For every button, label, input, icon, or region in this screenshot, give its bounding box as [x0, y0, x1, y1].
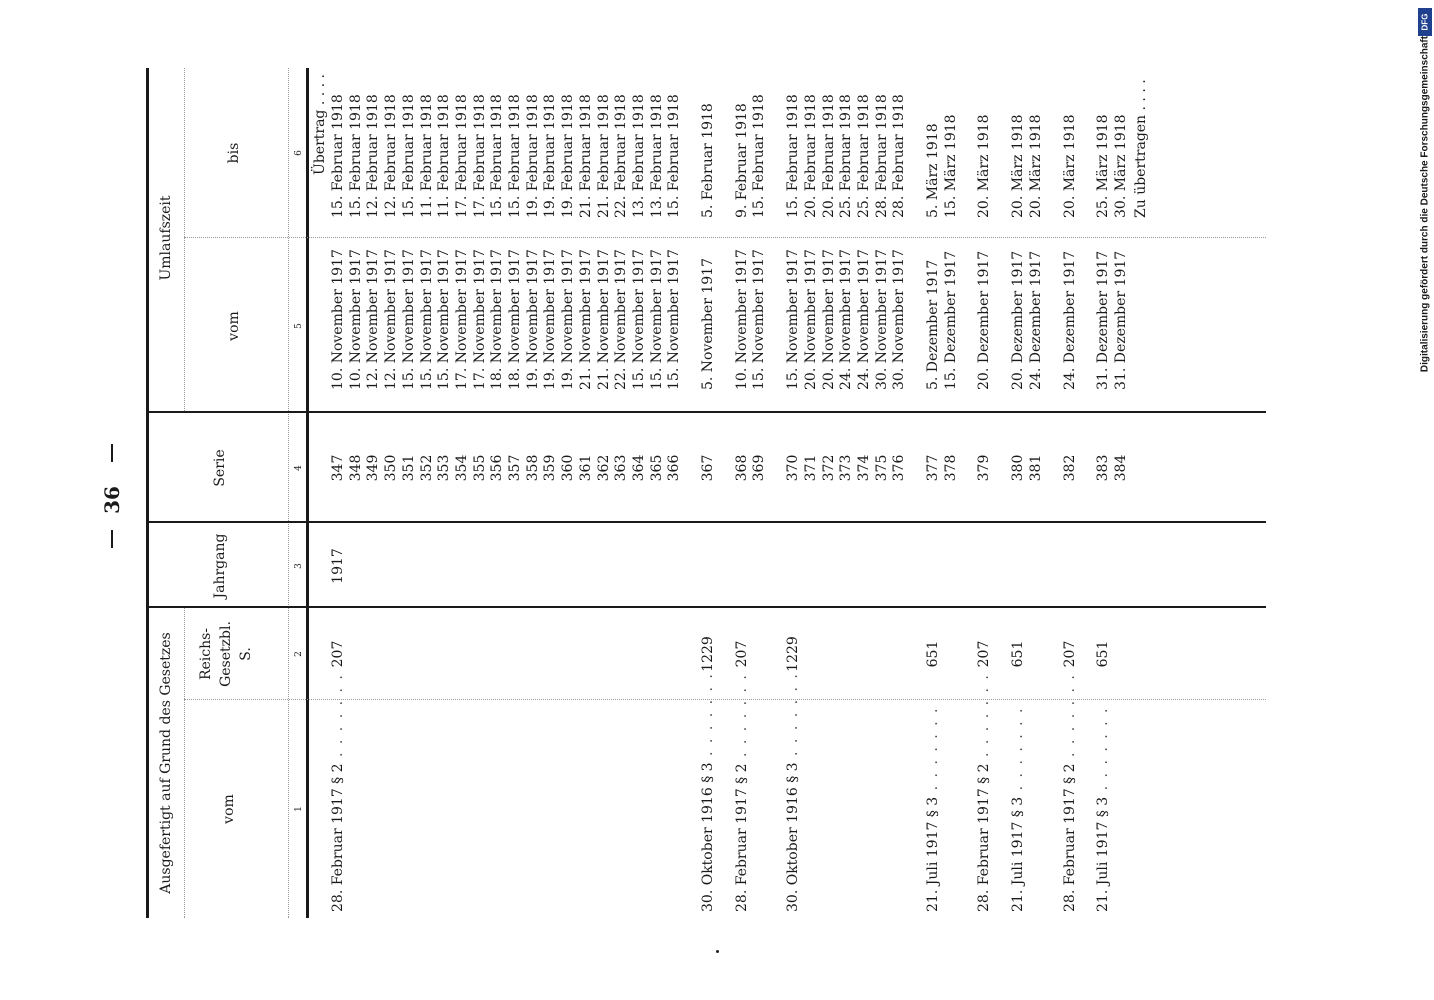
serie-number: 379 — [976, 454, 993, 482]
rgbl-page: 207 — [330, 640, 346, 668]
umlauf-vom-date: 15. November 1917 — [751, 249, 768, 390]
law-date: 28. Februar 1917 § 2 . . . . . . . — [1061, 673, 1078, 912]
page-number-dash-top — [111, 444, 113, 462]
rgbl-page: 651 — [1095, 640, 1112, 668]
umlauf-vom-date: 30. November 1917 — [873, 249, 890, 390]
column-number: 6 — [294, 150, 304, 156]
umlauf-bis-date: 20. März 1918 — [1027, 114, 1044, 218]
column-number: 4 — [294, 465, 304, 471]
circulation-table — [146, 68, 1266, 918]
umlauf-vom-date: 15. November 1917 — [666, 249, 683, 390]
umlauf-vom-date: 20. Dezember 1917 — [1010, 250, 1027, 390]
umlauf-vom-date: 24. Dezember 1917 — [1027, 250, 1044, 390]
umlauf-bis-date: 20. März 1918 — [1010, 114, 1027, 218]
umlauf-vom-date: 24. November 1917 — [838, 249, 855, 390]
umlauf-vom-date: 21. November 1917 — [595, 249, 612, 390]
header-bis: bis — [226, 142, 242, 164]
umlauf-bis-date: 30. März 1918 — [1112, 114, 1129, 218]
umlauf-bis-date: 9. Februar 1918 — [733, 103, 750, 218]
header-vom-umlauf: vom — [226, 311, 242, 341]
umlauf-bis-date: 15. Februar 1918 — [507, 94, 523, 218]
page-number: 36 — [100, 486, 124, 514]
column-number-rule — [288, 68, 289, 918]
serie-number: 383 — [1095, 454, 1112, 482]
umlauf-bis-date: 5. März 1918 — [925, 123, 941, 218]
serie-number: 381 — [1027, 454, 1044, 482]
column-number: 5 — [294, 323, 304, 329]
law-date: 21. Juli 1917 § 3 . . . . . . . — [1010, 706, 1027, 912]
umlauf-bis-date: 22. Februar 1918 — [613, 94, 630, 218]
umlauf-bis-date: 21. Februar 1918 — [595, 94, 612, 218]
umlauf-bis-date: 28. Februar 1918 — [873, 94, 890, 218]
umlauf-bis-date: 15. Februar 1918 — [666, 94, 683, 218]
umlauf-vom-date: 15. Dezember 1917 — [942, 250, 959, 390]
umlauf-bis-date: 15. Februar 1918 — [785, 94, 802, 218]
serie-number: 358 — [524, 454, 541, 482]
serie-number: 377 — [925, 454, 941, 482]
umlauf-bis-date: 25. März 1918 — [1095, 114, 1112, 218]
serie-number: 359 — [542, 454, 559, 482]
serie-number: 374 — [855, 454, 872, 482]
umlauf-vom-date: 12. November 1917 — [383, 249, 400, 390]
umlauf-bis-date: 20. Februar 1918 — [820, 94, 837, 218]
serie-number: 348 — [347, 454, 364, 482]
serie-number: 347 — [330, 454, 346, 482]
umlauf-bis-date: 15. Februar 1918 — [751, 94, 768, 218]
column-number: 3 — [294, 563, 304, 569]
serie-number: 375 — [873, 454, 890, 482]
serie-number: 365 — [648, 454, 665, 482]
serie-number: 357 — [507, 454, 523, 482]
umlauf-vom-date: 30. November 1917 — [891, 249, 908, 390]
law-date: 21. Juli 1917 § 3 . . . . . . . — [1095, 706, 1112, 912]
serie-number: 353 — [436, 454, 453, 482]
umlauf-vom-date: 17. November 1917 — [471, 249, 488, 390]
umlauf-vom-date: 21. November 1917 — [577, 249, 594, 390]
law-date: 30. Oktober 1916 § 3 . . . . . . . — [785, 672, 802, 912]
law-date: 28. Februar 1917 § 2 . . . . . . . — [733, 673, 750, 912]
funder-note-text: Digitalisierung gefördert durch die Deutsche Forschungsgemeinschaft — [1419, 35, 1431, 373]
dfg-badge — [1416, 8, 1434, 38]
umlauf-vom-date: 10. November 1917 — [733, 249, 750, 390]
umlauf-bis-date: 12. Februar 1918 — [365, 94, 382, 218]
header-reichs-1: Reichs- — [198, 627, 214, 681]
umlauf-vom-date: 15. November 1917 — [418, 249, 435, 390]
funder-note — [1416, 8, 1434, 400]
serie-number: 349 — [365, 454, 382, 482]
serie-number: 361 — [577, 454, 594, 482]
umlauf-vom-date: 31. Dezember 1917 — [1112, 250, 1129, 390]
umlauf-bis-date: 15. Februar 1918 — [400, 94, 417, 218]
serie-number: 384 — [1112, 454, 1129, 482]
umlauf-bis-date: 25. Februar 1918 — [855, 94, 872, 218]
serie-number: 366 — [666, 454, 683, 482]
header-reichs-3: S. — [238, 647, 254, 661]
header-group-left: Ausgefertigt auf Grund des Gesetzes — [158, 632, 174, 894]
umlauf-vom-date: 22. November 1917 — [613, 249, 630, 390]
law-date: 28. Februar 1917 § 2 . . . . . . . — [330, 673, 346, 912]
jahrgang-value: 1917 — [330, 548, 346, 584]
serie-number: 378 — [942, 454, 959, 482]
law-date: 28. Februar 1917 § 2 . . . . . . . — [976, 673, 993, 912]
umlauf-vom-date: 19. November 1917 — [560, 249, 577, 390]
umlauf-bis-date: 17. Februar 1918 — [453, 94, 470, 218]
serie-number: 376 — [891, 454, 908, 482]
serie-number: 370 — [785, 454, 802, 482]
umlauf-vom-date: 17. November 1917 — [453, 249, 470, 390]
umlauf-bis-date: 5. Februar 1918 — [700, 103, 716, 218]
column-number: 1 — [294, 806, 304, 812]
law-date: 21. Juli 1917 § 3 . . . . . . . — [925, 706, 941, 912]
umlauf-vom-date: 5. November 1917 — [700, 258, 716, 390]
uebertrag-label: Übertrag . . . . — [312, 74, 328, 175]
umlauf-vom-date: 12. November 1917 — [365, 249, 382, 390]
umlauf-bis-date: 28. Februar 1918 — [891, 94, 908, 218]
serie-number: 373 — [838, 454, 855, 482]
zu-uebertragen-label: Zu übertragen . . . . — [1132, 79, 1149, 218]
rgbl-page: 1229 — [785, 636, 802, 672]
umlauf-bis-date: 15. Februar 1918 — [347, 94, 364, 218]
serie-number: 360 — [560, 454, 577, 482]
umlauf-bis-date: 19. Februar 1918 — [542, 94, 559, 218]
serie-number: 352 — [418, 454, 435, 482]
stray-dot — [716, 950, 719, 953]
umlauf-vom-date: 20. Dezember 1917 — [976, 250, 993, 390]
serie-number: 382 — [1061, 454, 1078, 482]
serie-number: 371 — [802, 454, 819, 482]
column-number: 2 — [294, 651, 304, 657]
umlauf-vom-date: 10. November 1917 — [330, 249, 346, 390]
umlauf-vom-date: 10. November 1917 — [347, 249, 364, 390]
umlauf-vom-date: 24. Dezember 1917 — [1061, 250, 1078, 390]
umlauf-bis-date: 20. Februar 1918 — [802, 94, 819, 218]
umlauf-bis-date: 11. Februar 1918 — [418, 94, 435, 218]
umlauf-vom-date: 15. November 1917 — [436, 249, 453, 390]
serie-number: 351 — [400, 454, 417, 482]
umlauf-bis-date: 12. Februar 1918 — [383, 94, 400, 218]
rgbl-page: 1229 — [700, 636, 716, 672]
rgbl-page: 651 — [1010, 640, 1027, 668]
group-left-rule — [184, 608, 185, 918]
header-jahrgang: Jahrgang — [212, 533, 228, 599]
umlauf-bis-date: 21. Februar 1918 — [577, 94, 594, 218]
col-divider-5-6 — [184, 237, 1266, 238]
umlauf-vom-date: 18. November 1917 — [489, 249, 506, 390]
umlauf-bis-date: 13. Februar 1918 — [648, 94, 665, 218]
serie-number: 380 — [1010, 454, 1027, 482]
page-number-dash-bottom — [111, 530, 113, 548]
header-vom: vom — [221, 794, 237, 824]
serie-number: 350 — [383, 454, 400, 482]
umlauf-vom-date: 15. November 1917 — [400, 249, 417, 390]
umlauf-bis-date: 20. März 1918 — [976, 114, 993, 218]
rgbl-page: 651 — [925, 640, 941, 668]
umlauf-vom-date: 15. November 1917 — [630, 249, 647, 390]
umlauf-bis-date: 15. März 1918 — [942, 114, 959, 218]
umlauf-bis-date: 15. Februar 1918 — [330, 94, 346, 218]
umlauf-vom-date: 20. November 1917 — [820, 249, 837, 390]
rgbl-page: 207 — [1061, 640, 1078, 668]
umlauf-vom-date: 31. Dezember 1917 — [1095, 250, 1112, 390]
col-divider-2-3 — [146, 606, 1266, 608]
serie-number: 364 — [630, 454, 647, 482]
umlauf-vom-date: 19. November 1917 — [542, 249, 559, 390]
law-date: 30. Oktober 1916 § 3 . . . . . . . — [700, 672, 716, 912]
rgbl-page: 207 — [733, 640, 750, 668]
umlauf-vom-date: 19. November 1917 — [524, 249, 541, 390]
umlauf-vom-date: 15. November 1917 — [648, 249, 665, 390]
umlauf-vom-date: 18. November 1917 — [507, 249, 523, 390]
umlauf-bis-date: 19. Februar 1918 — [524, 94, 541, 218]
header-bottom-rule — [306, 68, 309, 918]
umlauf-bis-date: 19. Februar 1918 — [560, 94, 577, 218]
table-top-rule — [146, 68, 149, 918]
umlauf-bis-date: 25. Februar 1918 — [838, 94, 855, 218]
serie-number: 369 — [751, 454, 768, 482]
umlauf-vom-date: 24. November 1917 — [855, 249, 872, 390]
umlauf-bis-date: 17. Februar 1918 — [471, 94, 488, 218]
serie-number: 372 — [820, 454, 837, 482]
serie-number: 356 — [489, 454, 506, 482]
umlauf-vom-date: 20. November 1917 — [802, 249, 819, 390]
serie-number: 355 — [471, 454, 488, 482]
umlauf-bis-date: 20. März 1918 — [1061, 114, 1078, 218]
header-reichs-2: Gesetzbl. — [218, 621, 234, 687]
dfg-badge-text: DFG — [1420, 13, 1430, 31]
header-group-right: Umlaufszeit — [158, 195, 174, 281]
serie-number: 354 — [453, 454, 470, 482]
rgbl-page: 207 — [976, 640, 993, 668]
serie-number: 362 — [595, 454, 612, 482]
serie-number: 363 — [613, 454, 630, 482]
umlauf-bis-date: 11. Februar 1918 — [436, 94, 453, 218]
header-serie: Serie — [212, 449, 228, 487]
umlauf-bis-date: 15. Februar 1918 — [489, 94, 506, 218]
col-divider-3-4 — [146, 521, 1266, 523]
umlauf-vom-date: 5. Dezember 1917 — [925, 259, 941, 390]
serie-number: 367 — [700, 454, 716, 482]
serie-number: 368 — [733, 454, 750, 482]
umlauf-bis-date: 13. Februar 1918 — [630, 94, 647, 218]
umlauf-vom-date: 15. November 1917 — [785, 249, 802, 390]
group-right-rule — [184, 68, 185, 413]
col-divider-4-5 — [146, 411, 1266, 413]
